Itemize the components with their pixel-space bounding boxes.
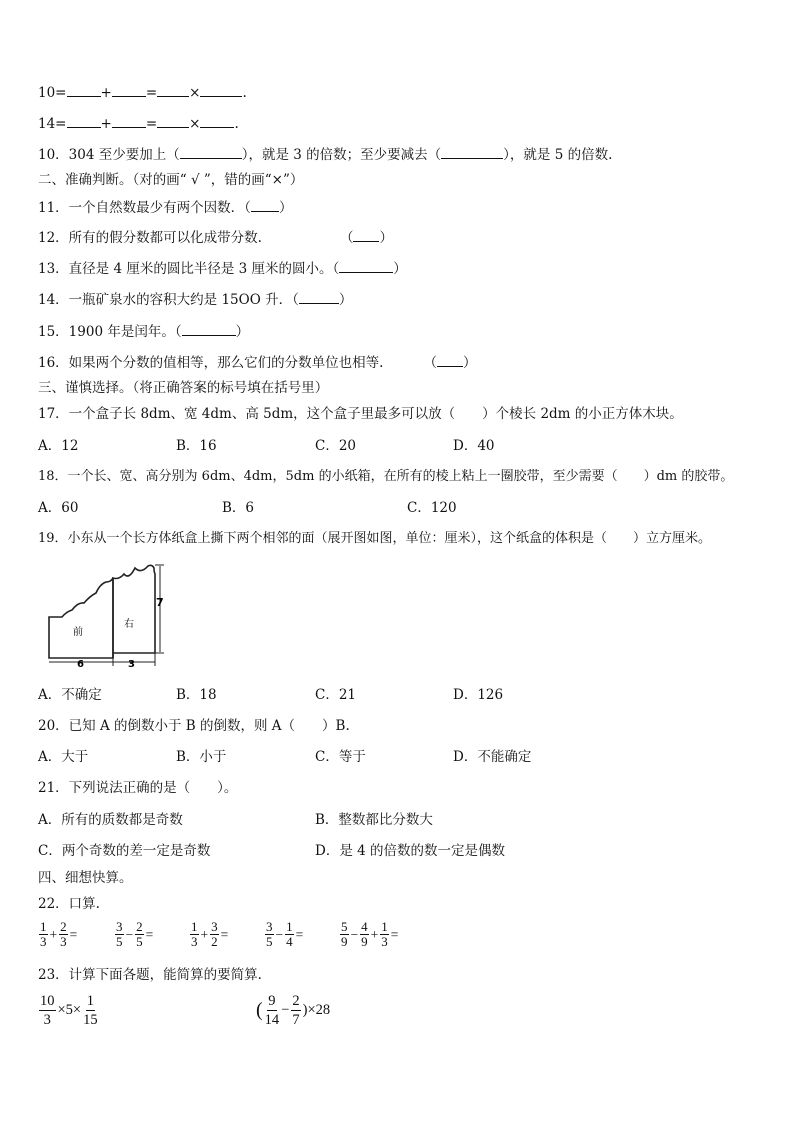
front-face-shape: [49, 578, 113, 658]
option-b[interactable]: B．16: [176, 438, 217, 454]
height-7-label: 7: [156, 596, 164, 609]
answer-blank[interactable]: [441, 145, 503, 159]
fraction: $\frac{1}{3}$: [40, 919, 47, 949]
option-c[interactable]: C．120: [407, 500, 457, 516]
option-a[interactable]: A．大于: [38, 749, 89, 765]
option-a[interactable]: A．12: [38, 438, 79, 454]
question-14: 14．一瓶矿泉水的容积大约是 15OO 升．（ ）: [38, 292, 353, 308]
option-c[interactable]: C．两个奇数的差一定是奇数: [38, 843, 211, 859]
answer-blank[interactable]: [437, 353, 463, 367]
option-b[interactable]: B．小于: [176, 749, 227, 765]
question-18: 18．一个长、宽、高分别为 6dm、4dm，5dm 的小纸箱，在所有的棱上粘上一圈胶带，至少需要（ ）dm 的胶带。: [38, 469, 734, 484]
net-diagram-figure: [40, 560, 170, 670]
fraction: $\frac{3}{2}$: [211, 919, 218, 949]
answer-blank[interactable]: [157, 114, 189, 128]
answer-blank[interactable]: [339, 259, 393, 273]
option-b[interactable]: B．整数都比分数大: [315, 812, 433, 828]
answer-blank[interactable]: [157, 83, 189, 97]
answer-blank[interactable]: [67, 114, 101, 128]
fraction: $\frac{3}{5}$: [266, 919, 273, 949]
option-b[interactable]: B．6: [222, 500, 255, 516]
question-12: 12．所有的假分数都可以化成带分数. （ ）: [38, 230, 393, 246]
question-15: 15．1900 年是闰年。（ ）: [38, 324, 250, 340]
answer-blank[interactable]: [180, 145, 242, 159]
decompose-10-line: 10= + = × .: [38, 85, 247, 101]
option-a[interactable]: A．60: [38, 500, 79, 516]
answer-blank[interactable]: [200, 83, 242, 97]
calc-expr-b: ( $\frac{9}{14}$ − $\frac{2}{7}$ )×28: [256, 993, 331, 1028]
answer-blank[interactable]: [251, 198, 279, 212]
mental-math-expr-2: $\frac{3}{5}$ − $\frac{2}{5}$ =: [116, 919, 154, 949]
question-10: 10．304 至少要加上（ ），就是 3 的倍数；至少要减去（ ），就是 5 的倍数.: [38, 147, 613, 163]
fraction: $\frac{4}{9}$: [361, 919, 368, 949]
answer-blank[interactable]: [67, 83, 101, 97]
fraction: $\frac{2}{5}$: [136, 919, 143, 949]
mental-math-expr-1: $\frac{1}{3}$ + $\frac{2}{3}$ =: [40, 919, 78, 949]
question-21: 21．下列说法正确的是（ ）。: [38, 780, 238, 796]
question-20: 20．已知 A 的倒数小于 B 的倒数，则 A（ ）B.: [38, 718, 350, 734]
answer-blank[interactable]: [112, 83, 146, 97]
answer-blank[interactable]: [200, 114, 234, 128]
option-d[interactable]: D．不能确定: [453, 749, 532, 765]
mental-math-expr-4: $\frac{3}{5}$ − $\frac{1}{4}$ =: [266, 919, 304, 949]
width-6-label: 6: [77, 659, 84, 670]
question-11: 11．一个自然数最少有两个因数．（ ）: [38, 200, 293, 216]
answer-blank[interactable]: [182, 322, 236, 336]
option-d[interactable]: D．126: [453, 687, 504, 703]
right-label: 右: [124, 619, 134, 630]
mental-math-expr-3: $\frac{1}{3}$ + $\frac{3}{2}$ =: [191, 919, 229, 949]
option-d[interactable]: D．是 4 的倍数的数一定是偶数: [315, 843, 505, 859]
option-a[interactable]: A．所有的质数都是奇数: [38, 812, 183, 828]
option-c[interactable]: C．等于: [315, 749, 366, 765]
fraction: $\frac{2}{3}$: [60, 919, 67, 949]
question-17: 17．一个盒子长 8dm、宽 4dm、高 5dm，这个盒子里最多可以放（ ）个棱长 2dm 的小正方体木块。: [38, 406, 683, 422]
section-4-heading: 四、细想快算。: [38, 870, 133, 886]
calc-expr-a: $\frac{10}{3}$ ×5× $\frac{1}{15}$: [40, 993, 98, 1028]
question-23: 23．计算下面各题，能简算的要简算.: [38, 967, 262, 983]
fraction: $\frac{5}{9}$: [341, 919, 348, 949]
front-label: 前: [73, 627, 83, 638]
answer-blank[interactable]: [112, 114, 146, 128]
answer-blank[interactable]: [299, 290, 339, 304]
fraction: $\frac{1}{4}$: [286, 919, 293, 949]
fraction: $\frac{1}{3}$: [381, 919, 388, 949]
option-b[interactable]: B．18: [176, 687, 217, 703]
fraction: $\frac{2}{7}$: [292, 993, 300, 1028]
question-16: 16．如果两个分数的值相等，那么它们的分数单位也相等. （ ）: [38, 355, 477, 371]
decompose-14-line: 14= + = × .: [38, 116, 239, 132]
section-2-heading: 二、准确判断。（对的画“ √ ”，错的画“×”）: [38, 172, 304, 188]
answer-blank[interactable]: [353, 228, 379, 242]
fraction: $\frac{3}{5}$: [116, 919, 123, 949]
question-19: 19．小东从一个长方体纸盒上撕下两个相邻的面（展开图如图，单位：厘米），这个纸盒的体积是（ ）立方厘米。: [38, 531, 712, 546]
question-22: 22．口算.: [38, 896, 100, 912]
fraction: $\frac{10}{3}$: [40, 993, 55, 1028]
right-face-shape: [113, 565, 155, 658]
width-3-label: 3: [128, 659, 135, 670]
fraction: $\frac{9}{14}$: [264, 993, 280, 1028]
option-a[interactable]: A．不确定: [38, 687, 102, 703]
option-d[interactable]: D．40: [453, 438, 495, 454]
question-13: 13．直径是 4 厘米的圆比半径是 3 厘米的圆小。（ ）: [38, 261, 407, 277]
fraction: $\frac{1}{3}$: [191, 919, 198, 949]
option-c[interactable]: C．20: [315, 438, 357, 454]
option-c[interactable]: C．21: [315, 687, 357, 703]
fraction: $\frac{1}{15}$: [83, 993, 98, 1028]
section-3-heading: 三、谨慎选择。（将正确答案的标号填在括号里）: [38, 380, 329, 396]
mental-math-expr-5: $\frac{5}{9}$ − $\frac{4}{9}$ + $\frac{1}{3}$ =: [341, 919, 399, 949]
